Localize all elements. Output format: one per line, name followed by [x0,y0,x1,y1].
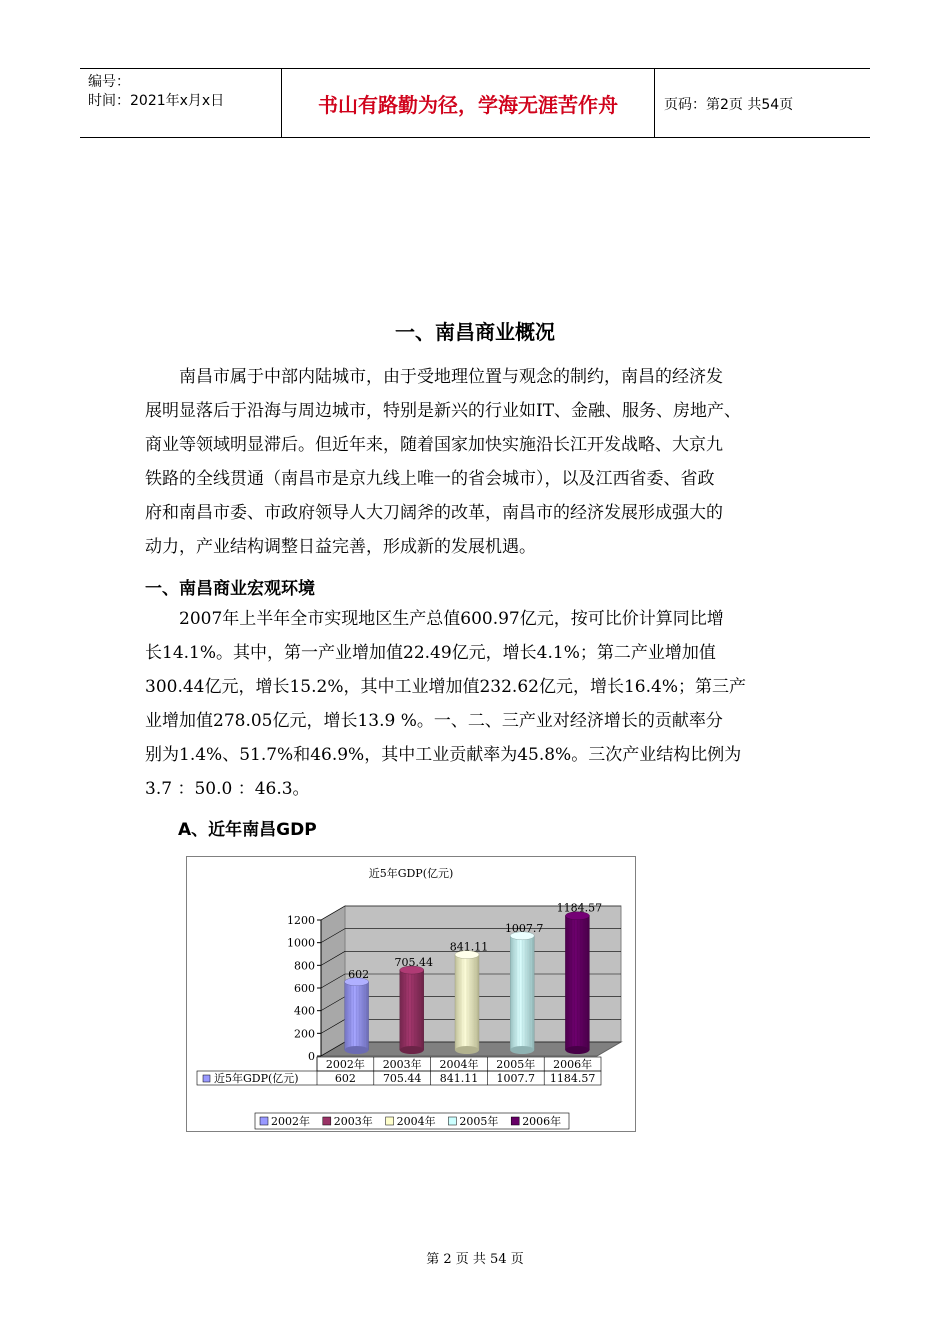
header-page-info: 页码：第2页 共54页 [664,97,794,113]
header-meta [88,73,224,111]
y-tick-label: 600 [294,982,315,995]
y-tick-label: 1200 [287,914,315,927]
intro-line: 府和南昌市委、市政府领导人大刀阔斧的改革，南昌市的经济发展形成强大的 [145,503,723,523]
legend-swatch [323,1117,331,1125]
bar-data-label: 705.44 [394,956,434,970]
gdp-chart-svg [187,857,635,1131]
table-category-label: 2002年 [325,1058,365,1071]
stats-line: 别为1.4%、51.7%和46.9%，其中工业贡献率为45.8%。三次产业结构比例为 [145,745,742,765]
stats-line: 长14.1%。其中，第一产业增加值22.49亿元，增长4.1%；第二产业增加值 [145,643,716,663]
table-series-name: 近5年GDP(亿元) [214,1072,299,1085]
y-tick-label: 200 [294,1027,315,1041]
legend-swatch [448,1117,456,1125]
page-header [80,68,870,138]
table-value: 1184.57 [549,1072,596,1085]
intro-paragraph [145,360,741,564]
intro-line: 展明显落后于沿海与周边城市，特别是新兴的行业如IT、金融、服务、房地产、 [145,401,742,421]
bar-base [345,1046,369,1054]
table-series-key [203,1075,210,1082]
legend-swatch [260,1117,268,1125]
intro-line: 商业等领域明显滞后。但近年来，随着国家加快实施沿长江开发战略、大京九 [145,435,723,455]
table-value: 841.11 [439,1072,479,1085]
intro-line: 铁路的全线贯通（南昌市是京九线上唯一的省会城市），以及江西省委、省政 [145,469,715,489]
stats-line: 2007年上半年全市实现地区生产总值600.97亿元，按可比价计算同比增 [145,609,724,629]
table-category-label: 2006年 [553,1058,593,1071]
bar-data-label: 602 [348,967,370,981]
header-motto: 书山有路勤为径，学海无涯苦作舟 [281,69,655,137]
stats-line: 3.7 ：50.0 ：46.3。 [145,779,310,799]
bar-data-label: 1007.7 [504,921,544,935]
table-category-label: 2005年 [496,1058,536,1071]
legend-label: 2002年 [271,1115,310,1128]
header-number-label: 编号： [88,74,130,90]
bar-base [565,1046,589,1054]
bar-base [400,1046,424,1054]
stats-line: 300.44亿元，增长15.2%，其中工业增加值232.62亿元，增长16.4%；第三产 [145,677,746,697]
y-tick-label: 0 [308,1050,315,1063]
stats-line: 业增加值278.05亿元，增长13.9 %。一、二、三产业对经济增长的贡献率分 [145,711,723,731]
subsection-heading: A、近年南昌GDP [178,820,317,840]
table-category-label: 2003年 [382,1058,422,1071]
y-tick-label: 1000 [287,936,315,950]
section-heading: 一、南昌商业宏观环境 [145,579,315,599]
y-tick-label: 800 [294,959,315,973]
table-value: 705.44 [382,1072,422,1085]
page-footer: 第 2 页 共 54 页 [426,1252,524,1267]
legend-swatch [386,1117,394,1125]
table-value: 1007.7 [496,1072,536,1085]
bar-base [510,1046,534,1054]
intro-line: 南昌市属于中部内陆城市，由于受地理位置与观念的制约，南昌的经济发 [145,367,723,387]
table-value: 602 [334,1072,356,1085]
legend-swatch [511,1117,519,1125]
page-title: 一、南昌商业概况 [395,320,555,344]
legend-label: 2005年 [459,1115,499,1128]
legend-label: 2006年 [522,1115,562,1128]
gdp-chart [186,856,636,1132]
bar-data-label: 1184.57 [556,901,603,915]
bar-data-label: 841.11 [449,940,489,954]
legend-label: 2003年 [333,1115,373,1128]
y-tick-label: 400 [294,1004,315,1018]
intro-line: 动力，产业结构调整日益完善，形成新的发展机遇。 [145,537,536,557]
chart-title: 近5年GDP(亿元) [368,867,454,880]
bar-base [455,1046,479,1054]
table-category-label: 2004年 [439,1058,479,1071]
stats-paragraph [145,602,746,806]
legend-label: 2004年 [396,1115,436,1128]
header-time-label: 时间：2021年x月x日 [88,93,225,109]
